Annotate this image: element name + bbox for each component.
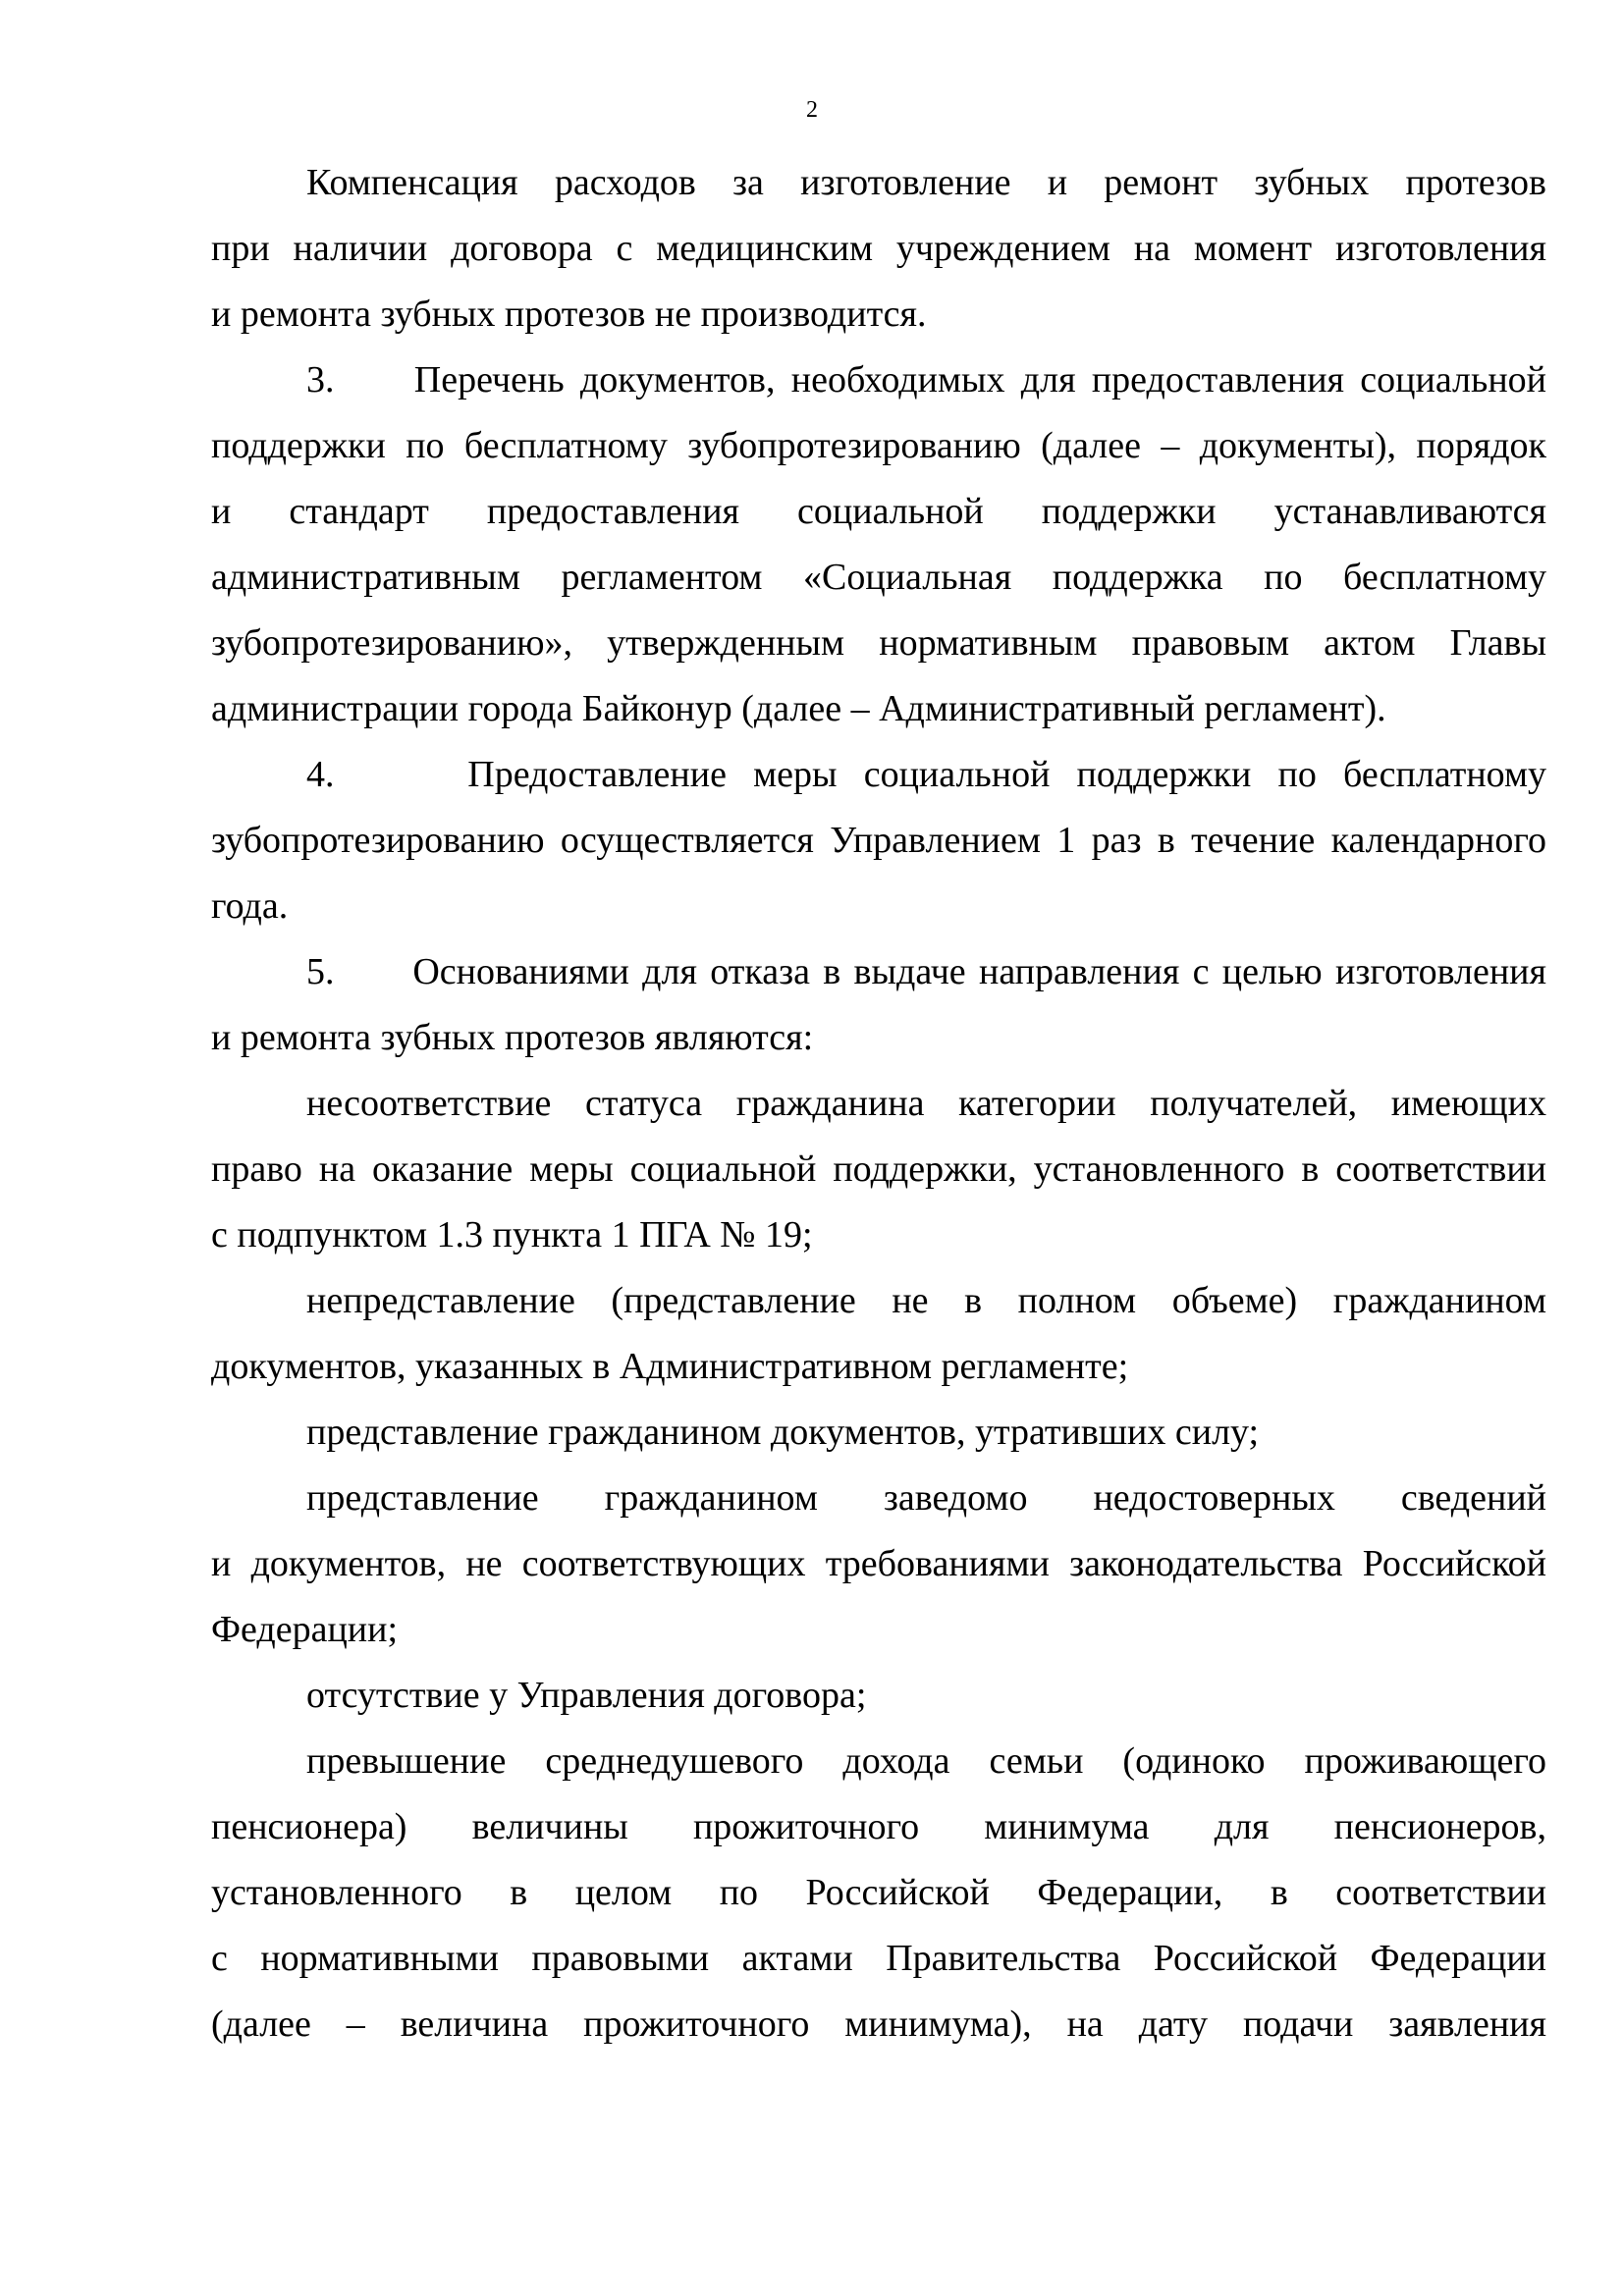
text-line: Компенсация расходов за изготовление и ремонт зубных протезов [306, 162, 1546, 203]
text-line: с нормативными правовыми актами Правительства Российской Федерации [211, 1938, 1546, 1979]
text-line: административным регламентом «Социальная поддержка по бесплатному [211, 557, 1546, 598]
text-line: и документов, не соответствующих требованиями законодательства Российской [211, 1543, 1546, 1584]
document-body [211, 150, 1546, 2057]
text-line: и ремонта зубных протезов не производится. [211, 294, 927, 335]
text-line: при наличии договора с медицинским учреждением на момент изготовления [211, 228, 1546, 269]
text-line: несоответствие статуса гражданина категории получателей, имеющих [306, 1083, 1546, 1124]
paragraph [211, 1663, 1546, 1729]
paragraph [211, 939, 1546, 1071]
text-line: с подпунктом 1.3 пункта 1 ПГА № 19; [211, 1214, 813, 1255]
text-line: представление гражданином документов, утративших силу; [306, 1412, 1260, 1453]
paragraph [211, 1071, 1546, 1268]
paragraph [211, 1729, 1546, 2057]
text-line: поддержки по бесплатному зубопротезированию (далее – документы), порядок [211, 425, 1546, 466]
text-line: 5. Основаниями для отказа в выдаче направления с целью изготовления [306, 951, 1546, 992]
text-line: администрации города Байконур (далее – Административный регламент). [211, 688, 1386, 729]
text-line: года. [211, 885, 289, 927]
text-line: отсутствие у Управления договора; [306, 1675, 867, 1716]
text-line: установленного в целом по Российской Федерации, в соответствии [211, 1872, 1546, 1913]
text-line: превышение среднедушевого дохода семьи (одиноко проживающего [306, 1740, 1546, 1782]
text-line: и ремонта зубных протезов являются: [211, 1017, 814, 1058]
text-line: 4. Предоставление меры социальной поддержки по бесплатному [306, 754, 1546, 795]
text-line: (далее – величина прожиточного минимума), на дату подачи заявления [211, 2003, 1546, 2045]
paragraph [211, 150, 1546, 347]
text-line: зубопротезированию осуществляется Управлением 1 раз в течение календарного [211, 820, 1546, 861]
paragraph [211, 1466, 1546, 1663]
page-number: 2 [806, 97, 818, 123]
text-line: 3. Перечень документов, необходимых для предоставления социальной [306, 359, 1546, 400]
text-line: представление гражданином заведомо недостоверных сведений [306, 1477, 1546, 1519]
text-line: и стандарт предоставления социальной поддержки устанавливаются [211, 491, 1546, 532]
paragraph [211, 1268, 1546, 1400]
text-line: документов, указанных в Административном регламенте; [211, 1346, 1129, 1387]
text-line: право на оказание меры социальной поддержки, установленного в соответствии [211, 1148, 1546, 1190]
text-line: зубопротезированию», утвержденным нормативным правовым актом Главы [211, 622, 1546, 664]
text-line: непредставление (представление не в полном объеме) гражданином [306, 1280, 1546, 1321]
text-line: Федерации; [211, 1609, 399, 1650]
paragraph [211, 742, 1546, 939]
paragraph [211, 347, 1546, 742]
paragraph [211, 1400, 1546, 1466]
text-line: пенсионера) величины прожиточного минимума для пенсионеров, [211, 1806, 1546, 1847]
